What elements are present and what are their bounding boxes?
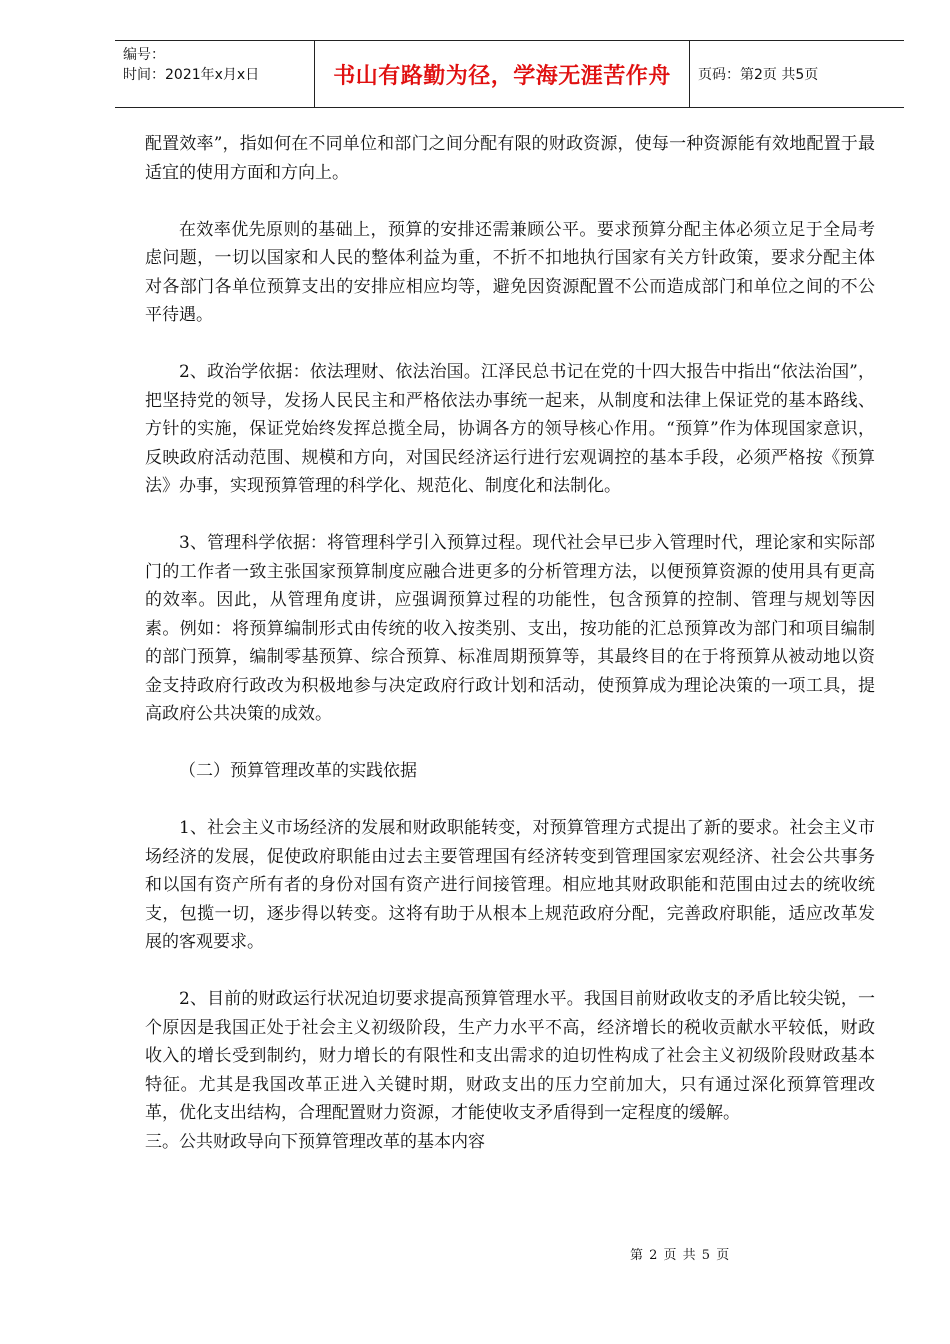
paragraph: 配置效率”，指如何在不同单位和部门之间分配有限的财政资源，使每一种资源能有效地配置于最适宜的使用方面和方向上。 [145,134,875,183]
page-header [115,40,904,108]
paragraph: 3、管理科学依据：将管理科学引入预算过程。现代社会早已步入管理时代，理论家和实际部门的工作者一致主张国家预算制度应融合进更多的分析管理方法，以便预算资源的使用具有更高的效率。因此，从管理角度讲，应强调预算过程的功能性，包含预算的控制、管理与规划等因素。例如：将预算编制形式由传统的收入按类别、支出，按功能的汇总预算改为部门和项目编制的部门预算，编制零基预算、综合预算、标准周期预算等，其最终目的在于将预算从被动地以资金支持政府行政改为积极地参与决定政府行政计划和活动，使预算成为理论决策的一项工具，提高政府公共决策的成效。 [145,533,875,724]
header-meta [115,41,315,107]
number-label: 编号： [123,47,165,63]
page-footer: 第 2 页 共 5 页 [630,1248,731,1263]
header-page-info: 页码：第2页 共5页 [698,67,819,83]
paragraph: 在效率优先原则的基础上，预算的安排还需兼顾公平。要求预算分配主体必须立足于全局考虑问题，一切以国家和人民的整体利益为重，不折不扣地执行国家有关方针政策，要求分配主体对各部门各单位预算支出的安排应相应均等，避免因资源配置不公而造成部门和单位之间的不公平待遇。 [145,219,875,325]
time-label: 时间：2021年x月x日 [123,67,260,83]
paragraph: 2、目前的财政运行状况迫切要求提高预算管理水平。我国目前财政收支的矛盾比较尖锐，一个原因是我国正处于社会主义初级阶段，生产力水平不高，经济增长的税收贡献水平较低，财政收入的增长受到制约，财力增长的有限性和支出需求的迫切性构成了社会主义初级阶段财政基本特征。尤其是我国改革正进入关键时期，财政支出的压力空前加大，只有通过深化预算管理改革，优化支出结构，合理配置财力资源，才能使收支矛盾得到一定程度的缓解。 [145,989,875,1123]
document-body [145,130,875,1156]
paragraph: 1、社会主义市场经济的发展和财政职能转变，对预算管理方式提出了新的要求。社会主义市场经济的发展，促使政府职能由过去主要管理国有经济转变到管理国家宏观经济、社会公共事务和以国有资产所有者的身份对国有资产进行间接管理。相应地其财政职能和范围由过去的统收统支，包揽一切，逐步得以转变。这将有助于从根本上规范政府分配，完善政府职能，适应改革发展的客观要求。 [145,818,875,952]
section-heading: （二）预算管理改革的实践依据 [179,761,417,781]
paragraph: 2、政治学依据：依法理财、依法治国。江泽民总书记在党的十四大报告中指出“依法治国”，把坚持党的领导，发扬人民民主和严格依法办事统一起来，从制度和法律上保证党的基本路线、方针的实施，保证党始终发挥总揽全局，协调各方的领导核心作用。“预算”作为体现国家意识，反映政府活动范围、规模和方向，对国民经济运行进行宏观调控的基本手段，必须严格按《预算法》办事，实现预算管理的科学化、规范化、制度化和法制化。 [145,362,875,496]
header-motto: 书山有路勤为径，学海无涯苦作舟 [315,41,690,107]
section-heading: 三。公共财政导向下预算管理改革的基本内容 [145,1131,485,1152]
